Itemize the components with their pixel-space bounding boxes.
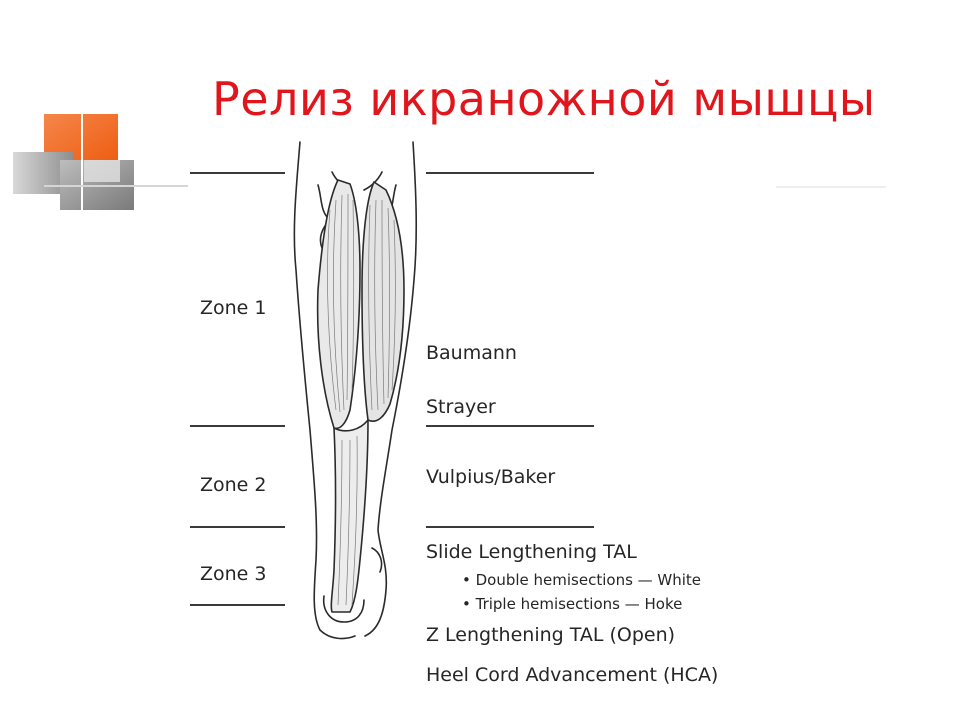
- slide-title: Релиз икраножной мышцы: [212, 72, 876, 126]
- zone-divider-left: [190, 172, 285, 174]
- zone-divider-left: [190, 425, 285, 427]
- procedure-slide-lengthening: Slide Lengthening TAL: [426, 541, 637, 563]
- procedure-slide-subitem: • Triple hemisections — Hoke: [462, 595, 683, 613]
- zone-divider-right: [426, 425, 594, 427]
- zone-label: Zone 1: [200, 297, 267, 319]
- gastrocnemius-lateral-head: [362, 182, 404, 421]
- zone-divider-right: [426, 526, 594, 528]
- procedure-slide-subitem: • Double hemisections — White: [462, 571, 702, 589]
- zone-divider-left: [190, 604, 285, 606]
- zone-divider-left: [190, 526, 285, 528]
- deco-faint-line: [776, 186, 886, 188]
- procedure-vulpius-baker: Vulpius/Baker: [426, 466, 556, 488]
- procedure-heel-cord-advancement: Heel Cord Advancement (HCA): [426, 664, 719, 686]
- procedure-z-lengthening: Z Lengthening TAL (Open): [426, 624, 676, 646]
- procedure-baumann: Baumann: [426, 342, 517, 364]
- zone-label: Zone 3: [200, 563, 267, 585]
- procedure-strayer: Strayer: [426, 396, 496, 418]
- malleolus: [372, 548, 382, 572]
- zone-divider-right: [426, 172, 594, 174]
- deco-square-gray-light: [84, 160, 120, 182]
- zone-label: Zone 2: [200, 474, 267, 496]
- corner-decoration: [0, 0, 200, 220]
